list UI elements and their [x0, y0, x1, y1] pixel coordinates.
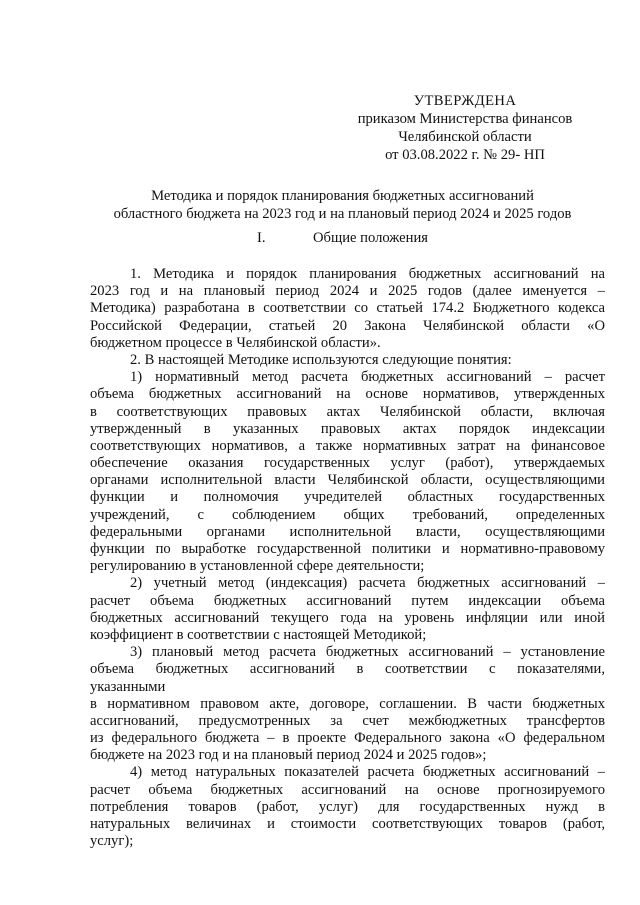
text-line: объема бюджетных ассигнований на основе нормативов, утвержденных	[90, 386, 605, 403]
text-line: функции по выработке государственной политики и нормативно-правовому	[90, 541, 605, 557]
approval-stamp	[330, 92, 600, 164]
text-line: потребления товаров (работ, услуг) для государственных нужд в	[90, 798, 605, 815]
section-heading	[80, 229, 605, 247]
document-title	[80, 188, 605, 223]
text-line: Российской Федерации, статьей 20 Закона Челябинской области «О	[90, 317, 605, 334]
document-body	[90, 266, 605, 850]
text-line: в соответствующих правовых актах Челябинской области, включая	[90, 403, 605, 420]
text-line: органами исполнительной власти Челябинской области, осуществляющими	[90, 472, 605, 489]
text-line: 3) плановый метод расчета бюджетных ассигнований – установление	[130, 644, 605, 661]
text-line: функции и полномочия учредителей областных государственных	[90, 489, 605, 506]
text-line: расчет объема бюджетных ассигнований на основе прогнозируемого	[90, 781, 605, 798]
text-line: регулированию в установленной сфере деятельности;	[90, 558, 425, 575]
text-line: соответствующих нормативов, а также нормативных затрат на финансовое	[90, 437, 605, 454]
approval-region: Челябинской области	[398, 129, 532, 145]
section-name: Общие положения	[313, 230, 428, 246]
text-line: бюджете на 2023 год и на плановый период 2024 и 2025 годов»;	[90, 747, 487, 764]
approval-date: от 03.08.2022 г. № 29- НП	[385, 147, 545, 163]
text-line: бюджетных ассигнований текущего года на уровень инфляции или иной	[90, 609, 605, 626]
approval-order: приказом Министерства финансов	[357, 111, 573, 127]
text-line: расчет объема бюджетных ассигнований путем индексации объема	[90, 592, 605, 609]
text-line: коэффициент в соответствии с настоящей Методикой;	[90, 626, 427, 643]
text-line: 2023 год и на плановый период 2024 и 2025 годов (далее именуется –	[90, 283, 605, 300]
text-line: ассигнований, предусмотренных за счет межбюджетных трансфертов	[90, 712, 605, 729]
text-line: утвержденный в указанных правовых актах порядок индексации	[90, 420, 605, 437]
text-line: 2) учетный метод (индексация) расчета бюджетных ассигнований –	[130, 575, 605, 592]
text-line: указанными	[90, 678, 166, 695]
text-line: объема бюджетных ассигнований в соответствии с показателями,	[90, 661, 605, 678]
text-line: 1. Методика и порядок планирования бюджетных ассигнований на	[130, 266, 605, 282]
text-line: 2. В настоящей Методике используются следующие понятия:	[130, 351, 512, 368]
text-line: из федерального бюджета – в проекте Федерального закона «О федеральном	[90, 730, 605, 747]
document-title-line-1: Методика и порядок планирования бюджетных ассигнований	[151, 188, 534, 204]
text-line: учреждений, с соблюдением общих требований, определенных	[90, 506, 605, 523]
text-line: услуг);	[90, 833, 134, 850]
text-line: федеральными органами исполнительной власти, осуществляющими	[90, 523, 605, 540]
section-number: I.	[257, 230, 266, 246]
document-title-line-2: областного бюджета на 2023 год и на плановый период 2024 и 2025 годов	[113, 205, 572, 222]
text-line: бюджетном процессе в Челябинской области».	[90, 334, 381, 351]
text-line: натуральных величинах и стоимости соответствующих товаров (работ,	[90, 816, 605, 832]
text-line: 1) нормативный метод расчета бюджетных ассигнований – расчет	[130, 369, 605, 386]
text-line: 4) метод натуральных показателей расчета бюджетных ассигнований –	[130, 764, 605, 781]
text-line: обеспечение оказания государственных услуг (работ), утверждаемых	[90, 455, 605, 472]
text-line: в нормативном правовом акте, договоре, соглашении. В части бюджетных	[90, 695, 605, 712]
text-line: Методика) разработана в соответствии со статьей 174.2 Бюджетного кодекса	[90, 300, 605, 317]
approval-title: УТВЕРЖДЕНА	[413, 93, 517, 109]
